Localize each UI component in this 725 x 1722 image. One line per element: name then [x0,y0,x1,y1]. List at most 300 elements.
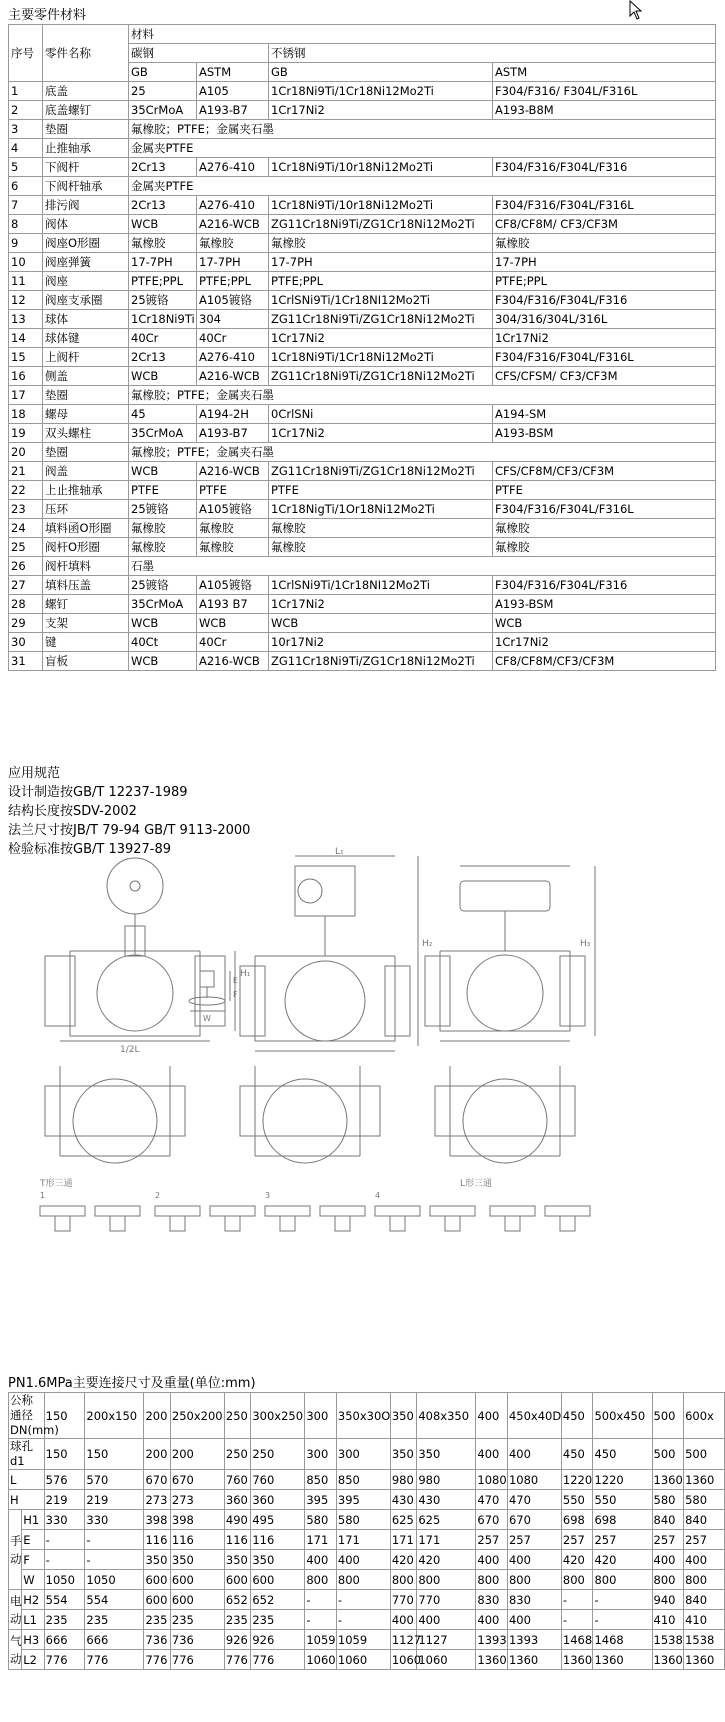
dims-section-title: PN1.6MPa主要连接尺寸及重量(单位:mm) [8,1376,256,1391]
dim-value: 670 [476,1510,508,1530]
dim-value: 360 [251,1490,305,1510]
carbon-astm-cell: 氟橡胶 [197,538,269,557]
dim-value: 470 [476,1490,508,1510]
part-name: 阀座 [43,272,129,291]
dim-value: 554 [85,1590,144,1610]
dim-value: 400 [507,1550,561,1570]
dim-value: 850 [336,1470,390,1490]
row-label: H [9,1490,45,1510]
dim-value: 330 [44,1510,85,1530]
part-name: 阀座支承圈 [43,291,129,310]
parts-table-row [9,424,716,443]
part-number: 24 [9,519,43,538]
stainless-gb-cell: PTFE;PPL [269,272,493,291]
parts-material-table [8,24,716,671]
dim-value: 600 [144,1570,170,1590]
dim-value: 1127 [417,1630,476,1650]
dim-value: 570 [85,1470,144,1490]
dim-value: 1059 [305,1630,337,1650]
dim-value: 257 [652,1530,684,1550]
parts-table-row [9,215,716,234]
dim-value: 600 [251,1570,305,1590]
dims-table-row [9,1610,725,1630]
stainless-gb-cell: 17-7PH [269,253,493,272]
stainless-gb-cell: 1Cr17Ni2 [269,595,493,614]
dim-value: 398 [144,1510,170,1530]
parts-table-row [9,272,716,291]
carbon-astm-cell: A105镀铬 [197,576,269,595]
dim-value: 116 [170,1530,224,1550]
dim-value: 600 [170,1590,224,1610]
carbon-gb-cell: WCB [129,614,197,633]
dim-value: 300 [336,1439,390,1470]
carbon-gb-cell: 2Cr13 [129,196,197,215]
carbon-astm-cell: 304 [197,310,269,329]
dims-header-row [9,1393,725,1439]
stainless-gb-cell: 1Cr18Ni9Ti/10r18Ni12Mo2Ti [269,196,493,215]
stainless-astm-cell: A193-BSM [493,424,716,443]
carbon-gb-cell: WCB [129,652,197,671]
carbon-gb-cell: 25 [129,82,197,101]
carbon-astm-cell: A193-B7 [197,424,269,443]
dim-value: - [593,1610,652,1630]
part-number: 7 [9,196,43,215]
carbon-gb-cell: 氟橡胶 [129,538,197,557]
stainless-astm-cell: F304/F316/ F304L/F316L [493,82,716,101]
dim-value: 926 [224,1630,250,1650]
part-name: 下阀杆 [43,158,129,177]
carbon-gb-cell: WCB [129,367,197,386]
carbon-astm-cell: PTFE [197,481,269,500]
dim-value: 116 [251,1530,305,1550]
dim-value: 800 [390,1570,416,1590]
carbon-astm-cell: A193-B7 [197,101,269,120]
part-name: 球体 [43,310,129,329]
carbon-astm-cell: A216-WCB [197,215,269,234]
dim-value: 1220 [561,1470,593,1490]
parts-table-row [9,405,716,424]
part-name: 上止推轴承 [43,481,129,500]
dim-value: 400 [390,1610,416,1630]
part-number: 19 [9,424,43,443]
carbon-astm-cell: A216-WCB [197,652,269,671]
part-number: 10 [9,253,43,272]
stainless-gb-cell: 1Cr18NigTi/1Or18Ni12Mo2Ti [269,500,493,519]
dim-value: 235 [144,1610,170,1630]
parts-table-row [9,253,716,272]
part-name: 填料函O形圈 [43,519,129,538]
dims-table-row [9,1550,725,1570]
dim-value: 300 [305,1439,337,1470]
stainless-astm-cell: PTFE;PPL [493,272,716,291]
parts-table-row [9,519,716,538]
carbon-astm-cell: 40Cr [197,633,269,652]
dim-value: 670 [170,1470,224,1490]
part-number: 18 [9,405,43,424]
carbon-gb-cell: 35CrMoA [129,595,197,614]
part-number: 29 [9,614,43,633]
dims-table-row [9,1439,725,1470]
dims-table-row [9,1530,725,1550]
dim-value: 926 [251,1630,305,1650]
stainless-gb-cell: 1Cr18Ni9Ti/1Cr18Ni12Mo2Ti [269,82,493,101]
row-label: L1 [22,1610,44,1630]
dim-value: 600 [144,1590,170,1610]
dim-value: 350 [417,1439,476,1470]
dim-value: 1080 [476,1470,508,1490]
dim-value: 800 [593,1570,652,1590]
parts-table-row [9,291,716,310]
dim-value: 235 [224,1610,250,1630]
dim-value: 600 [170,1570,224,1590]
dim-value: 171 [417,1530,476,1550]
carbon-gb-cell: 40Cr [129,329,197,348]
parts-table-row [9,101,716,120]
dim-value: 250 [224,1439,250,1470]
dim-value: 850 [305,1470,337,1490]
dim-value: 420 [417,1550,476,1570]
carbon-astm-cell: A193 B7 [197,595,269,614]
part-name: 阀座O形圈 [43,234,129,253]
dim-value: 400 [305,1550,337,1570]
dim-value: 257 [593,1530,652,1550]
part-number: 13 [9,310,43,329]
standards-block [8,764,250,859]
dim-value: 450 [561,1439,593,1470]
parts-table-row [9,576,716,595]
stainless-astm-cell: 氟橡胶 [493,538,716,557]
carbon-gb-cell: WCB [129,462,197,481]
dim-value: 350 [170,1550,224,1570]
dim-value: 800 [507,1570,561,1590]
dim-value: 652 [251,1590,305,1610]
stainless-astm-cell: F304/F316/F304L/F316L [493,196,716,215]
stainless-gb-cell: 10r17Ni2 [269,633,493,652]
dim-value: 736 [170,1630,224,1650]
stainless-gb-cell: 氟橡胶 [269,519,493,538]
dim-value: 698 [593,1510,652,1530]
dn-value: 400 [476,1393,508,1439]
stainless-astm-cell: CFS/CFSM/ CF3/CF3M [493,367,716,386]
part-number: 12 [9,291,43,310]
dims-table-row [9,1650,725,1670]
carbon-gb-cell: 2Cr13 [129,158,197,177]
dim-value: 1360 [561,1650,593,1670]
dim-value: 116 [144,1530,170,1550]
row-label: E [22,1530,44,1550]
parts-table-row [9,462,716,481]
part-number: 4 [9,139,43,158]
dimensions-table [8,1392,725,1670]
dim-value: 554 [44,1590,85,1610]
dim-value: 1050 [85,1570,144,1590]
dim-value: 800 [305,1570,337,1590]
stainless-gb-cell: 1CrlSNi9Ti/1Cr18NI12Mo2Ti [269,291,493,310]
parts-table-row [9,177,716,196]
row-label: L2 [22,1650,44,1670]
parts-table-row [9,234,716,253]
dim-value: 470 [507,1490,561,1510]
dn-value: 350 [390,1393,416,1439]
part-number: 30 [9,633,43,652]
dim-value: 1393 [476,1630,508,1650]
parts-table-row [9,652,716,671]
parts-table-row [9,633,716,652]
parts-table-row [9,614,716,633]
dim-value: 1393 [507,1630,561,1650]
label-half-l: 1/2L [120,1045,140,1055]
part-name: 填料压盖 [43,576,129,595]
dim-value: 1360 [507,1650,561,1670]
dim-value: 257 [507,1530,561,1550]
stainless-astm-cell: 1Cr17Ni2 [493,633,716,652]
part-name: 垫圈 [43,443,129,462]
row-label: L [9,1470,45,1490]
dim-value: 1060 [417,1650,476,1670]
part-number: 17 [9,386,43,405]
part-name: 底盖螺钉 [43,101,129,120]
dim-value: 400 [652,1550,684,1570]
part-number: 5 [9,158,43,177]
stainless-gb-cell: 1Cr17Ni2 [269,101,493,120]
dim-value: 350 [144,1550,170,1570]
part-name: 阀盖 [43,462,129,481]
row-label: F [22,1550,44,1570]
dim-value: 776 [144,1650,170,1670]
carbon-astm-cell: A216-WCB [197,462,269,481]
dim-value: 273 [144,1490,170,1510]
dim-value: 400 [507,1610,561,1630]
standard-line: 结构长度按SDV-2002 [8,804,137,819]
dim-value: 150 [85,1439,144,1470]
dim-value: 800 [561,1570,593,1590]
header-no: 序号 [9,25,43,82]
parts-table-row [9,386,716,405]
dim-value: 257 [476,1530,508,1550]
dim-value: 698 [561,1510,593,1530]
stainless-astm-cell: CFS/CF8M/CF3/CF3M [493,462,716,481]
carbon-astm-cell: WCB [197,614,269,633]
dim-value: 670 [144,1470,170,1490]
dim-value: 350 [390,1439,416,1470]
dim-value: 400 [417,1610,476,1630]
dim-value: 1060 [305,1650,337,1670]
parts-table-row [9,196,716,215]
stainless-astm-cell: F304/F316/F304L/F316 [493,291,716,310]
dn-value: 600x [684,1393,725,1439]
carbon-astm-cell: A276-410 [197,348,269,367]
dim-value: 1360 [684,1470,725,1490]
carbon-gb-cell: PTFE [129,481,197,500]
dim-value: 1127 [390,1630,416,1650]
stainless-astm-cell: F304/F316/F304L/F316L [493,348,716,367]
dim-value: 116 [224,1530,250,1550]
part-number: 15 [9,348,43,367]
part-name: 键 [43,633,129,652]
standard-line: 设计制造按GB/T 12237-1989 [8,785,188,800]
carbon-gb-cell: 氟橡胶 [129,519,197,538]
dim-value: 980 [390,1470,416,1490]
part-name: 阀杆填料 [43,557,129,576]
carbon-gb-cell: 25镀铬 [129,500,197,519]
label-n4: 4 [375,1191,381,1200]
dn-value: 500 [652,1393,684,1439]
dim-value: 450 [593,1439,652,1470]
part-number: 11 [9,272,43,291]
dim-value: 1360 [652,1650,684,1670]
dim-value: 666 [85,1630,144,1650]
dim-value: 350 [224,1550,250,1570]
dim-value: 410 [684,1610,725,1630]
dim-value: 500 [684,1439,725,1470]
stainless-gb-cell: ZG11Cr18Ni9Ti/ZG1Cr18Ni12Mo2Ti [269,215,493,234]
dim-value: - [336,1590,390,1610]
part-name: 排污阀 [43,196,129,215]
dim-value: 830 [507,1590,561,1610]
dim-value: 400 [336,1550,390,1570]
dim-value: 495 [251,1510,305,1530]
dim-value: 760 [251,1470,305,1490]
dims-table-row [9,1630,725,1650]
part-material-common: 石墨 [129,557,716,576]
stainless-astm-cell: A194-SM [493,405,716,424]
dn-value: 250 [224,1393,250,1439]
dim-value: - [85,1530,144,1550]
dim-value: 980 [417,1470,476,1490]
part-name: 止推轴承 [43,139,129,158]
parts-table-row [9,158,716,177]
carbon-gb-cell: 2Cr13 [129,348,197,367]
dim-value: 400 [476,1610,508,1630]
dim-value: 776 [251,1650,305,1670]
dim-value: 1468 [561,1630,593,1650]
stainless-astm-cell: PTFE [493,481,716,500]
stainless-astm-cell: 1Cr17Ni2 [493,329,716,348]
carbon-gb-cell: 25镀铬 [129,291,197,310]
dim-value: 1220 [593,1470,652,1490]
carbon-astm-cell: A276-410 [197,196,269,215]
dim-value: 776 [85,1650,144,1670]
dim-value: 1360 [593,1650,652,1670]
part-name: 下阀杆轴承 [43,177,129,196]
dim-value: 430 [417,1490,476,1510]
dim-value: 410 [652,1610,684,1630]
dim-value: 500 [652,1439,684,1470]
dim-value: 200 [170,1439,224,1470]
part-name: 底盖 [43,82,129,101]
dim-value: 490 [224,1510,250,1530]
dim-value: 235 [170,1610,224,1630]
dim-value: 576 [44,1470,85,1490]
stainless-gb-cell: 1Cr17Ni2 [269,329,493,348]
dim-value: 840 [652,1510,684,1530]
stainless-gb-cell: 1CrlSNi9Ti/1Cr18NI12Mo2Ti [269,576,493,595]
dim-value: 1060 [390,1650,416,1670]
stainless-gb-cell: 1Cr18Ni9Ti/1Cr18Ni12Mo2Ti [269,348,493,367]
label-w: W [203,1014,211,1023]
part-material-common: 氟橡胶；PTFE；金属夹石墨 [129,443,716,462]
parts-table-row [9,557,716,576]
dim-value: 625 [390,1510,416,1530]
dim-value: 550 [593,1490,652,1510]
carbon-gb-cell: 1Cr18Ni9Ti [129,310,197,329]
part-number: 3 [9,120,43,139]
stainless-astm-cell: 氟橡胶 [493,519,716,538]
dims-table-row [9,1470,725,1490]
dim-value: 580 [305,1510,337,1530]
stainless-astm-cell: A193-B8M [493,101,716,120]
dim-value: 770 [390,1590,416,1610]
carbon-astm-cell: A276-410 [197,158,269,177]
dim-value: 652 [224,1590,250,1610]
part-material-common: 氟橡胶；PTFE；金属夹石墨 [129,120,716,139]
row-label: H2 [22,1590,44,1610]
carbon-astm-cell: A105 [197,82,269,101]
three-way-plan-views [45,1066,575,1163]
label-e: E [233,976,239,985]
parts-table-row [9,367,716,386]
part-name: 垫圈 [43,386,129,405]
part-name: 螺母 [43,405,129,424]
header-carbon-astm: ASTM [197,63,269,82]
stainless-astm-cell: CF8/CF8M/ CF3/CF3M [493,215,716,234]
dim-value: 257 [561,1530,593,1550]
dim-value: 760 [224,1470,250,1490]
dim-value: 235 [44,1610,85,1630]
dim-value: 171 [336,1530,390,1550]
carbon-gb-cell: 17-7PH [129,253,197,272]
part-number: 9 [9,234,43,253]
carbon-astm-cell: A216-WCB [197,367,269,386]
parts-table-row [9,595,716,614]
part-material-common: 金属夹PTFE [129,177,716,196]
label-f: F [233,990,238,999]
dim-value: 219 [44,1490,85,1510]
stainless-astm-cell: CF8/CF8M/CF3/CF3M [493,652,716,671]
dim-value: 840 [684,1590,725,1610]
dim-value: 840 [684,1510,725,1530]
part-number: 26 [9,557,43,576]
row-label: H1 [22,1510,44,1530]
dn-value: 300 [305,1393,337,1439]
dim-value: - [336,1610,390,1630]
dim-value: 550 [561,1490,593,1510]
label-l-type: L形三通 [460,1179,493,1189]
dim-value: 400 [507,1439,561,1470]
carbon-astm-cell: 氟橡胶 [197,519,269,538]
dim-value: 235 [251,1610,305,1630]
part-name: 垫圈 [43,120,129,139]
stainless-gb-cell: ZG11Cr18Ni9Ti/ZG1Cr18Ni12Mo2Ti [269,367,493,386]
dim-value: 1360 [476,1650,508,1670]
stainless-astm-cell: 氟橡胶 [493,234,716,253]
label-h1: H₁ [240,969,251,979]
stainless-gb-cell: 1Cr18Ni9Ti/10r18Ni12Mo2Ti [269,158,493,177]
dim-value: 800 [476,1570,508,1590]
dim-value: 171 [390,1530,416,1550]
stainless-astm-cell: F304/F316/F304L/F316 [493,158,716,177]
dim-value: 330 [85,1510,144,1530]
dim-value: 400 [476,1550,508,1570]
stainless-astm-cell: WCB [493,614,716,633]
dim-value: 171 [305,1530,337,1550]
standards-heading: 应用规范 [8,766,61,781]
dim-value: 219 [85,1490,144,1510]
standard-line: 检验标准按GB/T 13927-89 [8,842,172,857]
dn-value: 450x40D [507,1393,561,1439]
part-number: 25 [9,538,43,557]
part-name: 球体键 [43,329,129,348]
